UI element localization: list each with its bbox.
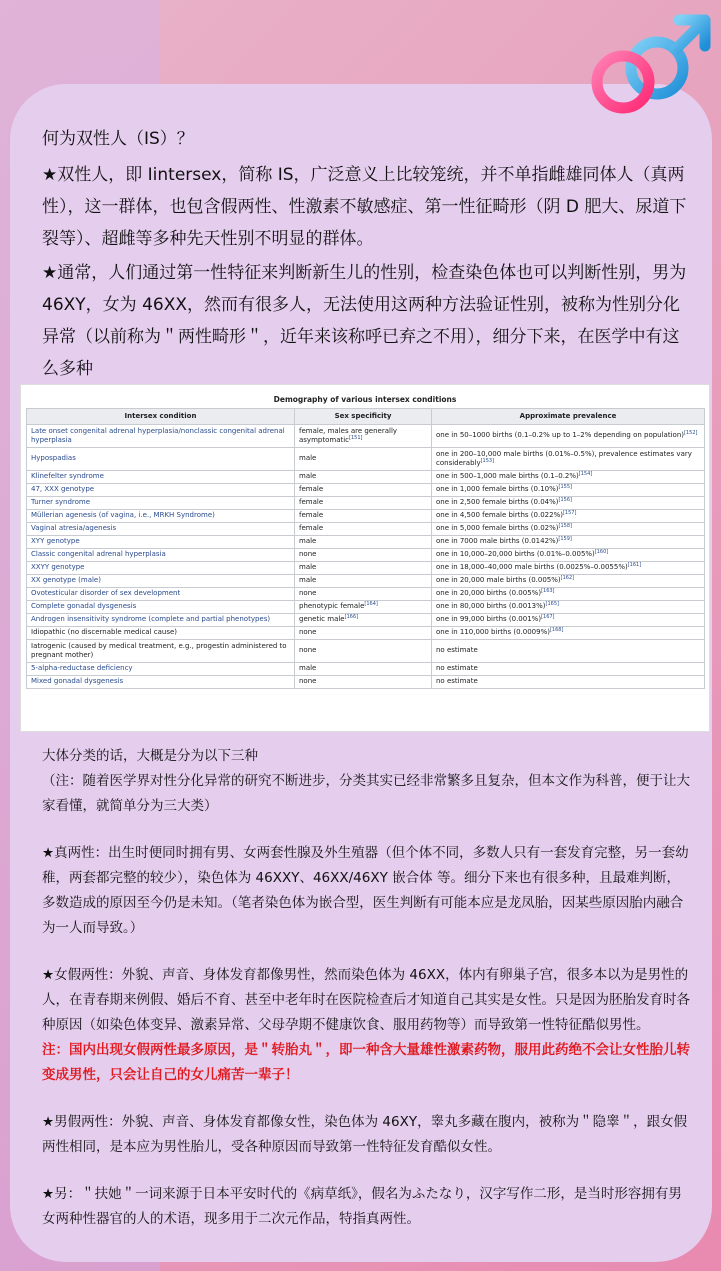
table-row [27,549,705,562]
column-header-condition: Intersex condition [27,409,295,425]
table-row [27,627,705,640]
sex-text: none [299,550,317,559]
condition-cell[interactable]: XX genotype (male) [27,575,295,588]
table-row [27,640,705,663]
table-row [27,601,705,614]
prevalence-cell [432,601,705,614]
sex-text: genetic male [299,615,345,624]
table-row [27,676,705,689]
table-row [27,614,705,627]
table-row [27,497,705,510]
table-row [27,536,705,549]
prevalence-cell [432,484,705,497]
sex-cell [295,575,432,588]
condition-cell[interactable]: Ovotesticular disorder of sex development [27,588,295,601]
prevalence-text: one in 99,000 births (0.001%) [436,615,542,624]
sex-cell [295,627,432,640]
sex-cell [295,562,432,575]
intersex-table [26,408,705,689]
prevalence-text: one in 7000 male births (0.0142%) [436,537,559,546]
sex-text: male [299,472,317,481]
sex-text: none [299,589,317,598]
sex-cell [295,484,432,497]
condition-cell[interactable]: XXYY genotype [27,562,295,575]
sex-text: female, males are generally asymptomatic [299,426,398,444]
condition-cell[interactable]: Late onset congenital adrenal hyperplasia/nonclassic congenital adrenal hyperplasia [27,425,295,448]
citation-ref[interactable]: [158] [558,523,572,530]
citation-ref[interactable]: [159] [558,536,572,543]
sex-text: male [299,454,317,463]
sex-text: male [299,563,317,572]
intersex-table-image [20,384,710,732]
futanari-note-paragraph: ★另：＂扶她＂一词来源于日本平安时代的《病草纸》，假名为ふたなり，汉字写作二形，是当时形容拥有男女两种性器官的人的术语，现多用于二次元作品，特指真两性。 [42,1186,682,1227]
sex-cell [295,663,432,676]
citation-ref[interactable]: [164] [364,601,378,608]
table-row [27,523,705,536]
prevalence-cell [432,471,705,484]
condition-cell[interactable]: 47, XXX genotype [27,484,295,497]
table-caption: Demography of various intersex conditions [273,395,457,404]
condition-cell[interactable]: Mixed gonadal dysgenesis [27,676,295,689]
sex-cell [295,448,432,471]
column-header-prevalence: Approximate prevalence [432,409,705,425]
prevalence-cell [432,510,705,523]
sex-cell [295,601,432,614]
prevalence-text: one in 110,000 births (0.0009%) [436,628,550,637]
sex-text: male [299,576,317,585]
sex-text: none [299,677,317,686]
sex-cell [295,549,432,562]
condition-cell[interactable]: Klinefelter syndrome [27,471,295,484]
sex-text: male [299,664,317,673]
female-pseudo-paragraph: ★女假两性：外貌、声音、身体发育都像男性，然而染色体为 46XX，体内有卵巢子宫，很多本以为是男性的人，在青春期来例假、婚后不育、甚至中老年时在医院检查后才知道自己其实是女性。只是因为胚胎发育时各种原因（如染色体变异、激素异常、父母孕期不健康饮食、服用药物等）而导致第一性特征酷似男性。 [42,967,690,1033]
citation-ref[interactable]: [163] [541,588,555,595]
sex-text: female [299,498,324,507]
table-row [27,484,705,497]
citation-ref[interactable]: [165] [545,601,559,608]
prevalence-text: one in 2,500 female births (0.04%) [436,498,559,507]
prevalence-cell [432,614,705,627]
sex-text: phenotypic female [299,602,365,611]
prevalence-cell [432,425,705,448]
sex-cell [295,523,432,536]
condition-cell[interactable]: Müllerian agenesis (of vagina, i.e., MRKH Syndrome) [27,510,295,523]
condition-cell[interactable]: 5-alpha-reductase deficiency [27,663,295,676]
prevalence-cell [432,497,705,510]
sex-cell [295,471,432,484]
citation-ref[interactable]: [154] [578,471,593,478]
prevalence-cell [432,676,705,689]
citation-ref[interactable]: [161] [627,562,642,569]
citation-ref[interactable]: [168] [549,627,564,634]
prevalence-cell [432,523,705,536]
condition-cell[interactable]: XYY genotype [27,536,295,549]
table-row [27,448,705,471]
prevalence-cell [432,627,705,640]
prevalence-cell [432,588,705,601]
prevalence-cell [432,562,705,575]
prevalence-cell [432,575,705,588]
male-pseudo-paragraph: ★男假两性：外貌、声音、身体发育都像女性，染色体为 46XY，睾丸多藏在腹内，被称为＂隐睾＂，跟女假两性相同，是本应为男性胎儿，受各种原因而导致第一性特征发育酷似女性。 [42,1114,688,1155]
citation-ref[interactable]: [155] [558,484,572,491]
condition-cell: Iatrogenic (caused by medical treatment, e.g., progestin administered to pregnant mother) [27,640,295,663]
condition-cell: Idiopathic (no discernable medical cause) [27,627,295,640]
prevalence-text: one in 4,500 female births (0.022%) [436,511,563,520]
prevalence-text: no estimate [436,677,478,686]
citation-ref[interactable]: [151] [349,435,363,441]
prevalence-cell [432,536,705,549]
sex-cell [295,497,432,510]
condition-cell[interactable]: Classic congenital adrenal hyperplasia [27,549,295,562]
condition-cell[interactable]: Hypospadias [27,448,295,471]
prevalence-cell [432,448,705,471]
sex-text: none [299,646,317,655]
prevalence-text: one in 500–1,000 male births (0.1–0.2%) [436,472,579,481]
table-row [27,562,705,575]
intro-section [42,125,692,387]
classification-note: （注：随着医学界对性分化异常的研究不断进步，分类其实已经非常繁多且复杂，但本文作为科普，便于让大家看懂，就简单分为三大类） [42,773,690,814]
condition-cell[interactable]: Androgen insensitivity syndrome (complete and partial phenotypes) [27,614,295,627]
intro-paragraph-2: ★通常，人们通过第一性特征来判断新生儿的性别，检查染色体也可以判断性别，男为 46XY，女为 46XX，然而有很多人，无法使用这两种方法验证性别，被称为性别分化异常（以前称为＂两性畸形＂，近年来该称呼已弃之不用），细分下来，在医学中有这么多种 [42,263,687,379]
sex-cell [295,640,432,663]
prevalence-cell [432,663,705,676]
sex-text: none [299,628,317,637]
classification-section [42,744,692,1232]
sex-cell [295,536,432,549]
condition-cell[interactable]: Vaginal atresia/agenesis [27,523,295,536]
sex-text: female [299,524,324,533]
citation-ref[interactable]: [166] [344,614,359,621]
sex-cell [295,614,432,627]
citation-ref[interactable]: [156] [558,497,572,504]
table-body [27,425,705,689]
citation-ref[interactable]: [167] [541,614,555,621]
sex-text: female [299,485,324,494]
sex-cell [295,676,432,689]
table-row [27,471,705,484]
prevalence-text: no estimate [436,646,478,655]
table-row [27,510,705,523]
true-hermaphrodite-paragraph: ★真两性：出生时便同时拥有男、女两套性腺及外生殖器（但个体不同，多数人只有一套发育完整，另一套幼稚，两套都完整的较少），染色体为 46XXY、46XX/46XY 嵌合体 等。细分下来也有很多种，且最难判断，多数造成的原因至今仍是未知。（笔者染色体为嵌合型，医生判断有可能本应是龙凤胎，因某些原因胎内融合为一人而导致。） [42,845,689,936]
prevalence-text: one in 18,000–40,000 male births (0.0025%–0.0055%) [436,563,628,572]
prevalence-text: one in 200–10,000 male births (0.01%–0.5%), prevalence estimates vary considerably [436,449,692,467]
prevalence-text: one in 20,000 male births (0.005%) [436,576,561,585]
intro-title: 何为双性人（IS）？ [42,129,194,149]
condition-cell[interactable]: Complete gonadal dysgenesis [27,601,295,614]
prevalence-text: one in 80,000 births (0.0013%) [436,602,546,611]
classification-lead: 大体分类的话，大概是分为以下三种 [42,748,258,764]
table-row [27,663,705,676]
prevalence-cell [432,549,705,562]
warning-note: 注：国内出现女假两性最多原因，是＂转胎丸＂，即一种含大量雄性激素药物，服用此药绝不会让女性胎儿转变成男性，只会让自己的女儿痛苦一辈子！ [42,1042,690,1083]
table-row [27,425,705,448]
intro-paragraph-1: ★双性人，即 Iintersex，简称 IS，广泛意义上比较笼统，并不单指雌雄同体人（真两性），这一群体，也包含假两性、性激素不敏感症、第一性征畸形（阴 D 肥大、尿道下裂等）、超雌等多种先天性别不明显的群体。 [42,165,687,249]
table-row [27,588,705,601]
sex-text: female [299,511,324,520]
sex-cell [295,588,432,601]
citation-ref[interactable]: [162] [560,575,575,582]
prevalence-text: one in 20,000 births (0.005%) [436,589,542,598]
citation-ref[interactable]: [153] [480,458,495,464]
table-row [27,575,705,588]
citation-ref[interactable]: [157] [562,510,577,517]
sex-cell [295,425,432,448]
prevalence-text: one in 1,000 female births (0.10%) [436,485,559,494]
condition-cell[interactable]: Turner syndrome [27,497,295,510]
prevalence-text: one in 50–1000 births (0.1–0.2% up to 1–2% depending on population) [436,431,684,440]
prevalence-text: one in 5,000 female births (0.02%) [436,524,559,533]
column-header-sex: Sex specificity [295,409,432,425]
prevalence-text: no estimate [436,664,478,673]
citation-ref[interactable]: [160] [594,549,609,556]
prevalence-text: one in 10,000–20,000 births (0.01%–0.005%) [436,550,595,559]
sex-cell [295,510,432,523]
citation-ref[interactable]: [152] [684,430,698,437]
sex-text: male [299,537,317,546]
prevalence-cell [432,640,705,663]
